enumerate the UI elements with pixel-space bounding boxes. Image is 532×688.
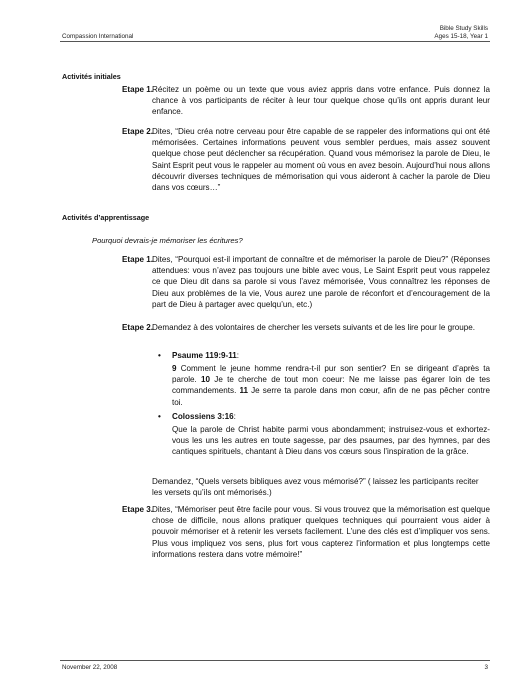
verse-number: 10	[201, 375, 211, 385]
step-label: Etape 1.	[122, 255, 154, 264]
initial-step-2	[122, 126, 490, 193]
verse-number: 11	[239, 386, 248, 396]
footer-divider	[60, 660, 490, 661]
section-heading-initial: Activités initiales	[62, 72, 121, 81]
verse-number: 9	[172, 364, 177, 373]
bullet-dot: •	[158, 412, 161, 421]
step-label: Etape 1.	[122, 85, 154, 94]
scripture-text: 9 Comment le jeune homme rendra-t-il pur son sentier? En se dirigeant d’après ta parole. 10 Je te cherche de tout mon coeur: Ne me laisse pas égarer loin de tes commandements. 11 Je serre ta parole dans mon cœur, afin de ne pas pêcher contre toi.	[172, 364, 490, 407]
step-text: Dites, “Pourquoi est-il important de connaître et de mémoriser la parole de Dieu?” (Réponses attendues: vous n’avez pas toujours une bible avec vous, Le Saint Esprit peut vous rappelez ce que Dieu dit dans sa parole si vous l’avez mémorisée, Vous connaîtrez les réponses de Dieu aux problèmes de la vie, Vous aurez une parole de réconfort et d’encouragement de la part de Dieu à partager avec quelqu’un, etc.)	[152, 255, 490, 309]
scripture-reference: Colossiens 3:16:	[172, 412, 236, 421]
header-divider	[60, 41, 490, 42]
learning-step-2	[122, 322, 490, 333]
step-label: Etape 2.	[122, 127, 154, 136]
step-2-followup: Demandez, “Quels versets bibliques avez vous mémorisé?” ( laissez les participants reciter les versets qu’ils ont mémorisés.)	[152, 477, 479, 498]
scripture-text: Que la parole de Christ habite parmi vous abondamment; instruisez-vous et exhortez-vous les uns les autres en toute sagesse, par des psaumes, par des hymnes, par des cantiques spirituels, chantant à Dieu dans vos cœurs sous l’inspiration de la grâce.	[172, 425, 490, 457]
step-text: Récitez un poème ou un texte que vous aviez appris dans votre enfance. Puis donnez la chance à vos participants de réciter à leur tour quelque chose qu’ils ont appris durant leur enfance.	[152, 85, 490, 117]
header-right	[434, 25, 488, 41]
doc-subtitle: Ages 15-18, Year 1	[434, 33, 488, 40]
step-text: Dites, “Mémoriser peut être facile pour vous. Si vous trouvez que la mémorisation est quelque chose de difficile, nous allons pratiquer quelques techniques qui pourraient vous aider à pouvoir mémoriser et à retenir les versets facilement. L’une des clés est d’impliquer vos sens. Plus vous impliquez vos sens, plus fort vous capterez l’information et plus longtemps cette informations restera dans votre mémoire!”	[152, 505, 490, 559]
organization-name: Compassion International	[62, 33, 134, 40]
section-heading-learning: Activités d’apprentissage	[62, 213, 150, 222]
footer-date: November 22, 2008	[62, 664, 118, 671]
doc-title: Bible Study Skills	[439, 25, 488, 32]
step-text: Dites, “Dieu créa notre cerveau pour être capable de se rappeler des informations qui ont été mémorisées. Certaines informations peuvent vous sembler perdues, mais assez souvent quelque chose peut déclencher sa récupération. Quand vous mémorisez la parole de Dieu, le Saint Esprit peut vous le rappeler au moment où vous en avez besoin. Aujourd’hui nous allons découvrir diverses techniques de mémorisation qui vous aideront à cacher la parole de Dieu dans vos cœurs…”	[152, 127, 490, 193]
scripture-reference: Psaume 119:9-11:	[172, 351, 240, 360]
initial-step-1	[122, 84, 490, 118]
guiding-question: Pourquoi devrais-je mémoriser les écritures?	[92, 236, 243, 245]
step-text: Demandez à des volontaires de chercher les versets suivants et de les lire pour le groupe.	[152, 323, 476, 332]
step-label: Etape 3.	[122, 505, 154, 514]
bullet-dot: •	[158, 351, 161, 360]
page-number: 3	[484, 664, 488, 671]
learning-step-3	[122, 504, 490, 560]
learning-step-1	[122, 254, 490, 310]
step-label: Etape 2.	[122, 323, 154, 332]
